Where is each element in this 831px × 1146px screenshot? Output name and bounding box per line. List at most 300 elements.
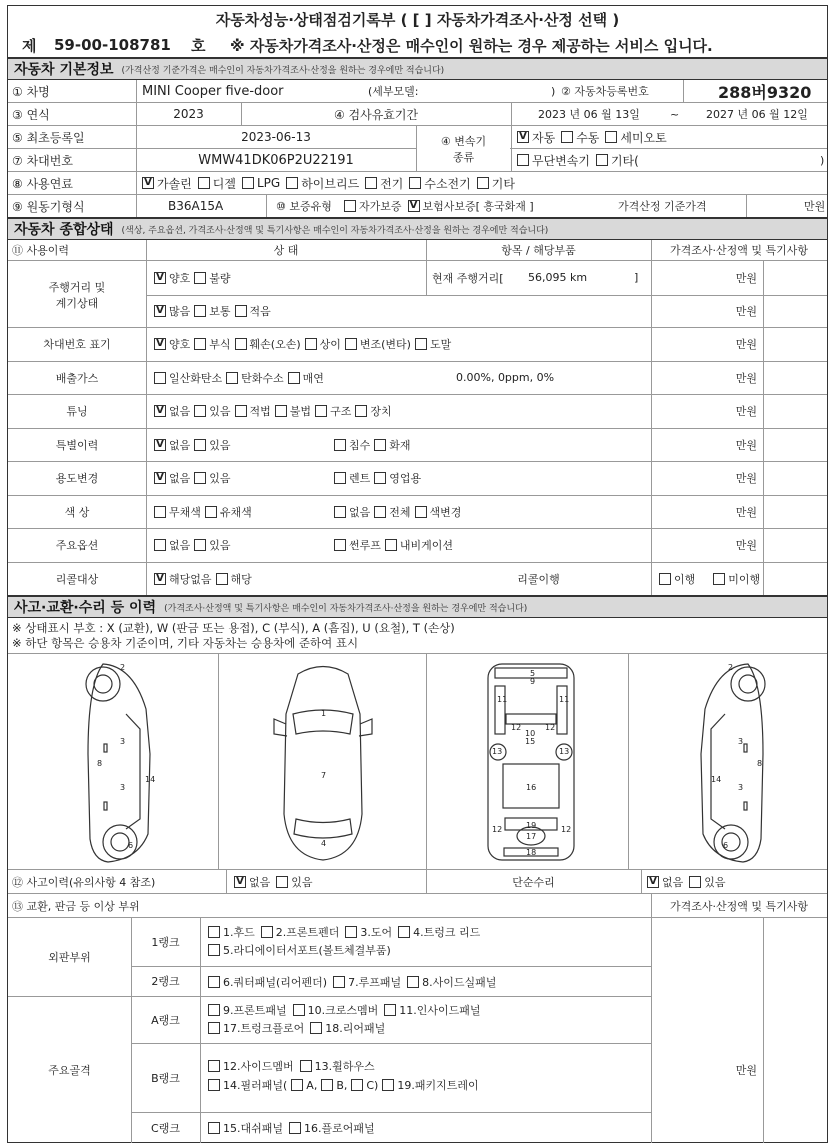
checkbox-label: 많음 [169,304,191,318]
checkbox-option [154,437,190,453]
checkbox-label: 11.인사이드패널 [399,1004,481,1017]
car-diagram-area [8,654,827,870]
history-options [234,870,319,893]
accident-title: 사고·교환·수리 등 이력 [14,600,157,616]
checkbox-label: 무채색 [169,505,201,519]
checkbox-option [154,270,190,286]
checkbox[interactable] [194,338,206,350]
trans-other-close: ) [820,153,825,167]
checkbox[interactable] [300,1060,312,1072]
odo-current-label: 현재 주행거리[ [432,271,504,285]
checkbox[interactable] [310,1022,322,1034]
history-label: ⑫ 사고이력(유의사항 4 참조) [12,875,156,889]
checkbox[interactable] [374,506,386,518]
row-label: 용도변경 [55,472,99,486]
warranty-insurance-checkbox[interactable]: V [408,200,420,212]
col-item: 항목 / 해당부품 [501,244,576,257]
number-prefix: 제 [22,36,37,55]
checkbox[interactable]: V [142,177,154,189]
checkbox-label: 디젤 [212,176,236,191]
checkbox-label: 8.사이드실패널 [422,976,497,989]
svg-text:12: 12 [511,723,522,732]
checkbox-option [208,1058,294,1074]
rankA-label: A랭크 [151,1013,180,1027]
checkbox-label: 무단변속기 [532,153,590,168]
svg-text:18: 18 [526,848,537,857]
svg-text:17: 17 [526,832,537,841]
svg-text:12: 12 [545,723,556,732]
checkbox-label: 없음 [169,539,191,553]
row-label: 튜닝 [66,405,88,419]
car-left-side-diagram [86,663,155,862]
recall-item: 리콜이행 [517,572,560,586]
svg-text:1: 1 [321,709,327,718]
checkbox[interactable]: V [647,876,659,888]
checkbox[interactable] [208,926,220,938]
row-options [154,529,235,562]
checkbox-option [198,175,236,192]
checkbox[interactable] [276,876,288,888]
odometer-label [9,262,145,327]
overall-row [8,496,827,530]
checkbox-label: 변조(변타) [359,338,411,352]
checkbox-label: 적법 [249,405,271,419]
checkbox-option [321,1079,347,1092]
checkbox[interactable] [605,131,617,143]
checkbox-label: 없음 [249,875,271,889]
row-options [154,462,235,495]
price-unit: 만원 [804,200,826,213]
checkbox-option [305,336,341,352]
rankB-items-2 [208,1077,487,1094]
checkbox-label: 있음 [291,875,313,889]
checkbox-label: 있음 [209,472,231,486]
year-row [8,103,827,126]
checkbox-option [310,1020,385,1036]
checkbox-option [415,336,451,352]
price-unit: 만원 [735,438,757,452]
checkbox[interactable] [596,154,608,166]
checkbox-option [154,470,190,486]
checkbox[interactable] [713,573,725,585]
service-notice: ※ 자동차가격조사·산정은 매수인이 원하는 경우 제공하는 서비스 입니다. [230,36,713,55]
svg-text:19: 19 [526,821,537,830]
checkbox-label: 있음 [209,539,231,553]
checkbox-label: 미이행 [728,572,761,586]
checkbox[interactable] [194,272,206,284]
car-name-row [8,80,827,103]
checkbox[interactable] [208,944,220,956]
checkbox[interactable] [194,305,206,317]
checkbox[interactable] [198,177,210,189]
checkbox-option [365,175,403,192]
row-label: 배출가스 [55,371,99,385]
row-options [154,362,328,395]
checkbox-option [208,924,255,940]
checkbox[interactable]: V [234,876,246,888]
row-options-2 [334,529,457,562]
overall-title: 자동차 종합상태 [14,222,114,238]
checkbox-label: 도말 [429,338,452,352]
price-unit: 만원 [735,405,757,419]
checkbox[interactable]: V [154,305,166,317]
checkbox-option [154,370,222,386]
checkbox-option [208,1120,283,1136]
checkbox-label: 침수 [349,438,371,452]
checkbox[interactable] [235,405,247,417]
checkbox-option [355,403,391,419]
svg-text:3: 3 [738,737,744,746]
odo-current-value: 56,095 km [528,271,588,285]
checkbox[interactable] [205,506,217,518]
checkbox[interactable] [208,1004,220,1016]
checkbox-option [261,924,340,940]
checkbox[interactable] [321,1079,333,1091]
checkbox[interactable]: V [154,472,166,484]
checkbox-label: 7.루프패널 [348,976,402,989]
checkbox-option [208,1020,304,1036]
row-label: 특별이력 [55,438,99,452]
price-unit: 만원 [735,338,757,352]
price-unit: 만원 [735,271,757,285]
checkbox[interactable] [208,1022,220,1034]
rank1-items [208,924,486,941]
svg-text:12: 12 [492,825,503,834]
overall-row [8,429,827,463]
checkbox-label: 기타( [610,153,639,168]
checkbox-label: 유채색 [219,505,252,519]
checkbox-option [289,1120,375,1136]
checkbox[interactable] [288,372,300,384]
checkbox[interactable] [374,472,386,484]
checkbox-option [154,303,190,319]
rank2-label: 2랭크 [151,975,180,988]
checkbox-option [374,504,410,520]
engine-label: ⑨ 원동기형식 [12,199,85,214]
number-row [8,33,827,58]
legend-1: ※ 상태표시 부호 : X (교환), W (판금 또는 용접), C (부식), A (흠집), U (요철), T (손상) [12,621,455,635]
checkbox-option [235,403,271,419]
overall-row [8,328,827,362]
checkbox[interactable] [374,439,386,451]
basic-info-section [8,58,827,80]
simple-repair-options [647,870,732,893]
row-options [154,429,235,462]
basic-info-note: (가격산정 기준가격은 매수인이 자동차가격조사·산정을 원하는 경우에만 적습니다) [121,65,445,76]
checkbox[interactable] [208,1079,220,1091]
checkbox-option [235,303,271,319]
checkbox[interactable] [477,177,489,189]
svg-text:14: 14 [145,775,156,784]
checkbox[interactable]: V [517,131,529,143]
checkbox-label: 부식 [209,338,231,352]
row-options [154,563,256,596]
car-name-value: MINI Cooper five-door [142,83,284,99]
warranty-label: ⑩ 보증유형 [276,200,332,213]
inspect-label: ④ 검사유효기간 [333,107,419,122]
overall-header-row [8,240,827,261]
checkbox-option [385,537,453,553]
checkbox[interactable] [365,177,377,189]
checkbox-label: A, [306,1078,318,1092]
svg-text:15: 15 [525,737,536,746]
checkbox[interactable] [334,439,346,451]
checkbox-label: 장치 [370,405,392,419]
checkbox-option [208,1002,287,1018]
checkbox-option [293,1002,379,1018]
warranty-self-label: 자가보증 [359,200,402,213]
checkbox[interactable] [659,573,671,585]
row-label: 색 상 [64,505,90,519]
checkbox-option [659,571,695,587]
col-state: 상 태 [273,244,299,257]
checkbox[interactable] [384,1004,396,1016]
checkbox-label: 12.사이드멤버 [223,1060,294,1073]
checkbox-label: 탄화수소 [241,371,284,385]
checkbox-option [276,874,312,890]
svg-text:6: 6 [723,841,729,850]
checkbox-label: 있음 [209,438,231,452]
checkbox-label: 적음 [249,304,271,318]
overall-row [8,395,827,429]
checkbox[interactable] [398,926,410,938]
checkbox[interactable] [194,405,206,417]
rankB-items [208,1058,381,1075]
checkbox[interactable]: V [154,272,166,284]
checkbox-option [194,303,230,319]
checkbox-option [194,537,230,553]
checkbox-label: 1.후드 [223,926,255,939]
checkbox-option [291,1079,317,1092]
rank1-label: 1랭크 [151,936,180,949]
fuel-label: ⑧ 사용연료 [12,176,73,191]
checkbox-label: 화재 [389,438,411,452]
checkbox[interactable] [561,131,573,143]
checkbox[interactable] [293,1004,305,1016]
pillar-panel-label: 14.필러패널( [223,1079,288,1092]
checkbox[interactable] [291,1079,303,1091]
car-underbody-diagram [488,664,574,860]
parts-price-unit: 만원 [735,1063,757,1077]
checkbox-label: 세미오토 [620,130,667,145]
row-options-2 [334,496,465,529]
checkbox[interactable] [226,372,238,384]
checkbox-option [689,874,725,890]
checkbox[interactable] [334,472,346,484]
checkbox[interactable] [275,405,287,417]
odometer-label-line: 계기상태 [55,296,99,310]
checkbox-option [334,437,370,453]
checkbox[interactable] [334,506,346,518]
checkbox-label: 보통 [209,304,231,318]
row-label: 리콜대상 [55,572,99,586]
checkbox-label: 해당없음 [169,572,212,586]
checkbox[interactable]: V [154,573,166,585]
rank2-items [208,974,502,991]
checkbox[interactable] [242,177,254,189]
price-unit: 만원 [735,472,757,486]
checkbox[interactable] [235,338,247,350]
checkbox-option [415,504,462,520]
checkbox-option [288,370,324,386]
simple-repair-label: 단순수리 [512,875,555,889]
checkbox-option [596,152,639,169]
checkbox[interactable] [334,539,346,551]
checkbox-option [345,336,411,352]
checkbox-label: 9.프론트패널 [223,1004,287,1017]
row-options-2 [334,429,415,462]
price-unit: 만원 [735,505,757,519]
checkbox[interactable] [194,439,206,451]
checkbox-option [194,470,230,486]
checkbox-option [345,924,392,940]
checkbox-option [194,270,230,286]
rank-table [8,918,827,1143]
checkbox[interactable]: V [154,405,166,417]
checkbox-option [517,129,555,146]
checkbox-label: 해당 [230,572,252,586]
checkbox[interactable] [194,539,206,551]
basic-info-title: 자동차 기본정보 [14,62,114,78]
checkbox-label: 영업용 [389,472,422,486]
transmission-label-1: ④ 변속기 [440,135,487,148]
engine-value: B36A15A [168,199,224,213]
checkbox-option [374,437,410,453]
warranty-self-checkbox[interactable] [344,200,356,212]
rankB-label: B랭크 [151,1071,180,1085]
checkbox[interactable] [235,305,247,317]
checkbox[interactable] [208,976,220,988]
checkbox[interactable] [382,1079,394,1091]
checkbox[interactable] [154,539,166,551]
checkbox-option [333,974,401,990]
accident-section [8,596,827,618]
checkbox-label: 10.크로스멤버 [307,1004,379,1017]
checkbox[interactable] [208,1060,220,1072]
svg-text:10: 10 [525,729,536,738]
svg-text:3: 3 [738,783,744,792]
checkbox[interactable] [194,472,206,484]
sub-model-close: ) [551,84,556,98]
checkbox-option [154,571,212,587]
checkbox[interactable] [689,876,701,888]
warranty-opts [344,195,534,217]
checkbox[interactable] [409,177,421,189]
checkbox[interactable] [415,506,427,518]
row-options [154,261,235,295]
checkbox-label: 하이브리드 [301,176,360,191]
first-reg-label: ⑤ 최초등록일 [12,130,85,145]
svg-text:4: 4 [321,839,327,848]
engine-row [8,195,827,218]
svg-text:9: 9 [530,677,536,686]
svg-text:8: 8 [757,759,763,768]
checkbox-option [194,403,230,419]
checkbox-label: 없음 [169,438,191,452]
checkbox-label: C) [366,1078,379,1092]
checkbox[interactable] [345,926,357,938]
svg-text:16: 16 [526,783,537,792]
checkbox-label: 불량 [209,271,231,285]
parts-price-col: 가격조사·산정액 및 특기사항 [669,899,808,913]
overall-row [8,563,827,597]
fuel-row [8,172,827,195]
checkbox[interactable] [154,372,166,384]
checkbox-option [477,175,515,192]
svg-text:11: 11 [497,695,508,704]
checkbox[interactable] [315,405,327,417]
checkbox-option [154,504,201,520]
checkbox[interactable] [216,573,228,585]
checkbox-label: 18.리어패널 [325,1022,386,1035]
checkbox-label: 이행 [674,572,696,586]
inspection-record-form [7,5,828,1143]
checkbox[interactable] [289,1122,301,1134]
checkbox[interactable] [385,539,397,551]
checkbox-option [351,1079,378,1092]
checkbox-label: 6.쿼터패널(리어펜더) [223,976,328,989]
checkbox-option [194,437,230,453]
checkbox[interactable] [345,338,357,350]
rank1-items-2 [208,942,397,959]
checkbox[interactable] [286,177,298,189]
checkbox[interactable]: V [154,338,166,350]
checkbox[interactable] [415,338,427,350]
overall-row [8,462,827,496]
reg-no-value: 288버9320 [718,82,812,102]
checkbox-label: 없음 [662,875,684,889]
price-unit: 만원 [735,371,757,385]
checkbox[interactable] [154,506,166,518]
svg-text:3: 3 [120,783,126,792]
overall-row [8,362,827,396]
checkbox-label: 색변경 [429,505,462,519]
checkbox-option [286,175,359,192]
checkbox-option [713,571,760,587]
checkbox-label: 13.휠하우스 [314,1060,375,1073]
checkbox-label: 썬루프 [349,539,381,553]
checkbox[interactable] [305,338,317,350]
rankC-label: C랭크 [151,1121,180,1135]
rankA-items [208,1002,487,1019]
sub-model-label: (세부모델: [368,85,419,98]
checkbox-option [398,924,480,940]
checkbox[interactable] [517,154,529,166]
checkbox-option [275,403,311,419]
checkbox[interactable] [407,976,419,988]
svg-text:8: 8 [97,759,103,768]
checkbox[interactable] [355,405,367,417]
checkbox-option [154,403,190,419]
checkbox[interactable] [351,1079,363,1091]
rankC-items [208,1120,381,1137]
checkbox-label: 일산화탄소 [169,371,223,385]
checkbox[interactable] [261,926,273,938]
checkbox[interactable] [208,1122,220,1134]
checkbox-label: 없음 [169,405,191,419]
checkbox-option [300,1058,375,1074]
svg-text:5: 5 [530,669,536,678]
row-options [154,496,256,529]
checkbox-option [216,571,252,587]
row-options [154,395,396,428]
checkbox-option [242,176,280,190]
checkbox-label: 수동 [576,130,600,145]
checkbox[interactable]: V [154,439,166,451]
price-unit: 만원 [735,539,757,553]
checkbox-option [315,403,351,419]
checkbox[interactable] [333,976,345,988]
